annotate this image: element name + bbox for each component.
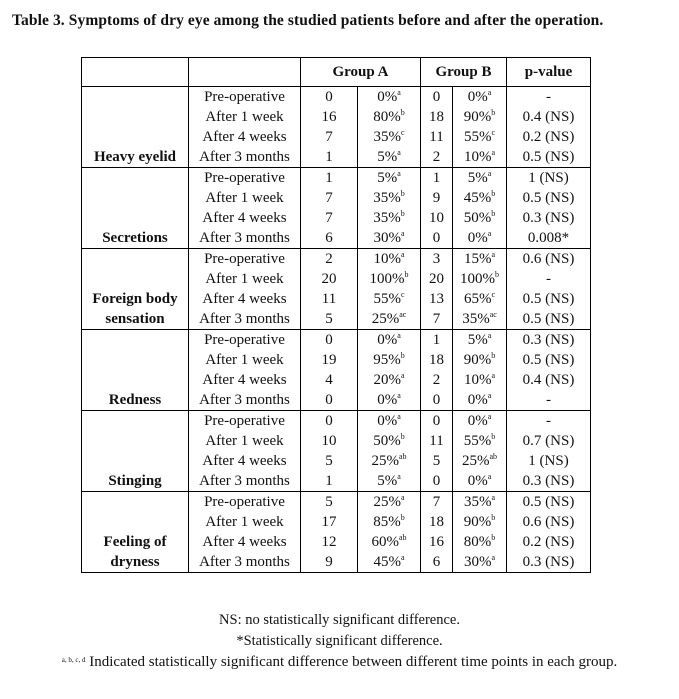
group-a-percent-value: 85% bbox=[373, 514, 401, 530]
group-a-count: 1 bbox=[301, 147, 358, 168]
group-a-percent bbox=[358, 127, 421, 147]
group-a-percent-value: 50% bbox=[373, 433, 401, 449]
group-b-percent-superscript: b bbox=[491, 351, 496, 360]
group-b-percent-superscript: b bbox=[491, 108, 496, 117]
group-a-percent-superscript: a bbox=[400, 250, 405, 259]
group-a-count: 4 bbox=[301, 370, 358, 390]
footnote-letters bbox=[0, 654, 679, 671]
group-a-percent bbox=[358, 411, 421, 432]
group-a-count: 0 bbox=[301, 411, 358, 432]
p-value: 0.5 (NS) bbox=[507, 492, 591, 513]
group-b-count: 6 bbox=[421, 552, 453, 573]
table-row bbox=[82, 168, 591, 189]
header-group-b: Group B bbox=[421, 58, 507, 87]
group-b-percent bbox=[453, 330, 507, 351]
group-a-percent-superscript: b bbox=[400, 189, 405, 198]
group-b-count: 1 bbox=[421, 330, 453, 351]
group-b-percent-superscript: a bbox=[491, 493, 496, 502]
group-b-percent bbox=[453, 512, 507, 532]
group-a-percent-value: 95% bbox=[373, 352, 401, 368]
group-a-percent-superscript: c bbox=[400, 290, 405, 299]
group-b-percent-value: 0% bbox=[467, 230, 488, 246]
group-a-percent-superscript: b bbox=[400, 513, 405, 522]
p-value: - bbox=[507, 87, 591, 108]
group-a-percent-superscript: a bbox=[397, 88, 401, 97]
group-a-percent-superscript: a bbox=[397, 472, 401, 481]
group-a-percent bbox=[358, 249, 421, 270]
time-point: Pre-operative bbox=[189, 411, 301, 432]
p-value: 0.3 (NS) bbox=[507, 552, 591, 573]
group-b-percent-value: 35% bbox=[462, 311, 490, 327]
group-a-percent bbox=[358, 168, 421, 189]
time-point: After 4 weeks bbox=[189, 532, 301, 552]
group-a-percent-value: 25% bbox=[373, 494, 401, 510]
table-row bbox=[82, 87, 591, 108]
group-b-count: 18 bbox=[421, 350, 453, 370]
group-a-percent bbox=[358, 512, 421, 532]
group-b-count: 18 bbox=[421, 512, 453, 532]
header-group-a: Group A bbox=[301, 58, 421, 87]
group-a-percent-value: 35% bbox=[373, 190, 401, 206]
group-b-percent-value: 35% bbox=[463, 494, 492, 510]
p-value: 0.5 (NS) bbox=[507, 309, 591, 330]
time-point: After 1 week bbox=[189, 512, 301, 532]
group-b-percent-value: 30% bbox=[463, 554, 492, 570]
group-b-percent bbox=[453, 127, 507, 147]
group-a-percent-superscript: a bbox=[397, 391, 401, 400]
table-row bbox=[82, 492, 591, 513]
footnote-letters-text: Indicated statistically significant difference between different time points in each group. bbox=[89, 654, 618, 670]
group-a-count: 0 bbox=[301, 87, 358, 108]
group-a-percent bbox=[358, 309, 421, 330]
group-a-percent bbox=[358, 107, 421, 127]
time-point: After 4 weeks bbox=[189, 370, 301, 390]
group-b-count: 18 bbox=[421, 107, 453, 127]
group-a-count: 9 bbox=[301, 552, 358, 573]
group-b-percent-superscript: b bbox=[491, 189, 496, 198]
time-point: Pre-operative bbox=[189, 249, 301, 270]
group-a-percent bbox=[358, 269, 421, 289]
symptom-label: Redness bbox=[82, 330, 189, 411]
group-a-count: 10 bbox=[301, 431, 358, 451]
group-b-percent-value: 0% bbox=[467, 89, 488, 105]
time-point: After 3 months bbox=[189, 147, 301, 168]
group-b-percent-value: 90% bbox=[463, 514, 492, 530]
p-value: - bbox=[507, 411, 591, 432]
p-value: 0.5 (NS) bbox=[507, 188, 591, 208]
group-b-percent-superscript: b bbox=[491, 533, 496, 542]
group-b-percent bbox=[453, 532, 507, 552]
group-a-percent bbox=[358, 188, 421, 208]
group-a-count: 12 bbox=[301, 532, 358, 552]
group-b-percent-value: 80% bbox=[463, 534, 492, 550]
group-b-percent bbox=[453, 370, 507, 390]
group-b-percent bbox=[453, 431, 507, 451]
group-b-count: 9 bbox=[421, 188, 453, 208]
group-a-percent bbox=[358, 390, 421, 411]
group-b-percent-superscript: a bbox=[487, 412, 492, 421]
group-b-percent-superscript: a bbox=[487, 88, 492, 97]
time-point: Pre-operative bbox=[189, 168, 301, 189]
group-a-count: 7 bbox=[301, 127, 358, 147]
group-a-percent-value: 35% bbox=[373, 210, 401, 226]
p-value: - bbox=[507, 269, 591, 289]
group-a-percent-value: 35% bbox=[373, 129, 401, 145]
group-b-percent-value: 45% bbox=[463, 190, 492, 206]
group-b-count: 0 bbox=[421, 471, 453, 492]
group-a-percent bbox=[358, 552, 421, 573]
symptom-label: Heavy eyelid bbox=[82, 87, 189, 168]
group-a-percent-superscript: b bbox=[404, 270, 409, 279]
group-a-percent bbox=[358, 451, 421, 471]
p-value: 0.4 (NS) bbox=[507, 370, 591, 390]
group-a-percent-superscript: c bbox=[400, 128, 405, 137]
table-row bbox=[82, 249, 591, 270]
group-a-percent-superscript: b bbox=[400, 108, 405, 117]
group-b-percent-value: 65% bbox=[463, 291, 492, 307]
group-a-percent bbox=[358, 147, 421, 168]
group-b-percent bbox=[453, 411, 507, 432]
group-b-percent-value: 55% bbox=[463, 433, 492, 449]
group-b-percent-value: 50% bbox=[463, 210, 492, 226]
group-a-percent-superscript: a bbox=[397, 148, 401, 157]
group-b-count: 0 bbox=[421, 228, 453, 249]
group-b-percent bbox=[453, 87, 507, 108]
group-b-percent-superscript: c bbox=[491, 128, 496, 137]
time-point: After 1 week bbox=[189, 107, 301, 127]
time-point: After 4 weeks bbox=[189, 127, 301, 147]
header-time bbox=[189, 58, 301, 87]
p-value: 0.4 (NS) bbox=[507, 107, 591, 127]
group-b-percent-superscript: a bbox=[487, 472, 492, 481]
group-b-percent bbox=[453, 269, 507, 289]
group-b-percent bbox=[453, 350, 507, 370]
group-b-percent-superscript: a bbox=[491, 553, 496, 562]
p-value: 0.6 (NS) bbox=[507, 249, 591, 270]
group-b-percent-value: 0% bbox=[467, 392, 488, 408]
group-b-percent bbox=[453, 309, 507, 330]
symptoms-table bbox=[81, 57, 591, 573]
group-a-count: 5 bbox=[301, 309, 358, 330]
group-b-count: 20 bbox=[421, 269, 453, 289]
group-b-percent-value: 5% bbox=[467, 170, 488, 186]
group-b-percent-superscript: ab bbox=[489, 452, 498, 461]
group-b-percent-superscript: a bbox=[491, 371, 496, 380]
group-a-percent-superscript: ac bbox=[399, 310, 407, 319]
group-a-percent bbox=[358, 87, 421, 108]
group-a-percent-value: 30% bbox=[373, 230, 401, 246]
group-a-percent-superscript: a bbox=[400, 229, 405, 238]
group-a-percent-value: 0% bbox=[377, 413, 398, 429]
group-a-percent bbox=[358, 289, 421, 309]
group-b-count: 7 bbox=[421, 492, 453, 513]
group-a-count: 1 bbox=[301, 471, 358, 492]
group-a-percent bbox=[358, 208, 421, 228]
group-b-percent-superscript: b bbox=[495, 270, 499, 279]
group-a-count: 20 bbox=[301, 269, 358, 289]
group-a-count: 16 bbox=[301, 107, 358, 127]
group-a-percent bbox=[358, 431, 421, 451]
p-value: 0.2 (NS) bbox=[507, 127, 591, 147]
group-a-percent-value: 100% bbox=[369, 271, 405, 287]
group-b-count: 7 bbox=[421, 309, 453, 330]
time-point: After 4 weeks bbox=[189, 289, 301, 309]
group-a-percent-superscript: b bbox=[400, 209, 405, 218]
group-b-percent-superscript: a bbox=[491, 250, 496, 259]
group-a-percent-value: 10% bbox=[373, 251, 401, 267]
time-point: After 4 weeks bbox=[189, 208, 301, 228]
group-a-percent-value: 5% bbox=[377, 473, 398, 489]
group-a-count: 5 bbox=[301, 492, 358, 513]
group-b-count: 3 bbox=[421, 249, 453, 270]
group-a-percent-superscript: a bbox=[400, 371, 405, 380]
group-a-percent-superscript: ab bbox=[398, 452, 407, 461]
group-b-percent-superscript: a bbox=[487, 169, 492, 178]
group-b-percent-superscript: b bbox=[491, 209, 496, 218]
p-value: 0.008* bbox=[507, 228, 591, 249]
time-point: After 1 week bbox=[189, 350, 301, 370]
group-a-count: 5 bbox=[301, 451, 358, 471]
p-value: 0.3 (NS) bbox=[507, 330, 591, 351]
group-a-percent-value: 0% bbox=[377, 89, 398, 105]
p-value: 0.3 (NS) bbox=[507, 471, 591, 492]
group-b-count: 5 bbox=[421, 451, 453, 471]
group-a-percent bbox=[358, 228, 421, 249]
group-b-percent-value: 15% bbox=[463, 251, 492, 267]
group-b-percent-value: 5% bbox=[467, 332, 488, 348]
group-a-count: 11 bbox=[301, 289, 358, 309]
group-b-count: 0 bbox=[421, 411, 453, 432]
group-a-percent-value: 20% bbox=[373, 372, 401, 388]
group-a-count: 17 bbox=[301, 512, 358, 532]
p-value: 0.6 (NS) bbox=[507, 512, 591, 532]
group-a-count: 7 bbox=[301, 188, 358, 208]
group-a-percent-superscript: a bbox=[397, 331, 401, 340]
header-row bbox=[82, 58, 591, 87]
time-point: Pre-operative bbox=[189, 87, 301, 108]
time-point: After 1 week bbox=[189, 269, 301, 289]
group-b-percent bbox=[453, 147, 507, 168]
symptom-label: Stinging bbox=[82, 411, 189, 492]
footnote-letters-sup: a, b, c, d bbox=[61, 656, 86, 664]
group-b-percent bbox=[453, 168, 507, 189]
group-a-percent-value: 60% bbox=[371, 534, 399, 550]
group-a-percent-superscript: b bbox=[400, 351, 405, 360]
group-b-percent bbox=[453, 249, 507, 270]
group-b-count: 16 bbox=[421, 532, 453, 552]
p-value: 0.5 (NS) bbox=[507, 147, 591, 168]
header-pvalue: p-value bbox=[507, 58, 591, 87]
group-b-percent-value: 100% bbox=[460, 271, 495, 287]
p-value: 1 (NS) bbox=[507, 168, 591, 189]
group-b-percent-superscript: a bbox=[487, 331, 492, 340]
group-b-percent-value: 55% bbox=[463, 129, 492, 145]
group-b-percent-value: 25% bbox=[461, 453, 490, 469]
p-value: - bbox=[507, 390, 591, 411]
group-b-count: 11 bbox=[421, 431, 453, 451]
group-a-percent-superscript: ab bbox=[398, 533, 407, 542]
group-b-percent bbox=[453, 289, 507, 309]
group-a-percent-value: 0% bbox=[377, 332, 398, 348]
group-a-percent-superscript: a bbox=[397, 412, 401, 421]
group-a-percent-superscript: a bbox=[400, 493, 405, 502]
time-point: After 3 months bbox=[189, 309, 301, 330]
group-b-percent-value: 10% bbox=[463, 149, 492, 165]
table-row bbox=[82, 411, 591, 432]
group-a-percent-superscript: b bbox=[400, 432, 405, 441]
group-b-percent bbox=[453, 390, 507, 411]
group-b-count: 1 bbox=[421, 168, 453, 189]
group-a-count: 6 bbox=[301, 228, 358, 249]
group-a-percent bbox=[358, 532, 421, 552]
group-b-percent bbox=[453, 471, 507, 492]
group-b-percent-superscript: ac bbox=[489, 310, 497, 319]
time-point: After 3 months bbox=[189, 471, 301, 492]
footnote-ns: NS: no statistically significant difference. bbox=[219, 612, 460, 628]
p-value: 0.5 (NS) bbox=[507, 350, 591, 370]
group-b-count: 10 bbox=[421, 208, 453, 228]
symptom-label: Secretions bbox=[82, 168, 189, 249]
group-a-percent-value: 80% bbox=[373, 109, 401, 125]
time-point: After 1 week bbox=[189, 431, 301, 451]
time-point: After 3 months bbox=[189, 390, 301, 411]
group-b-count: 2 bbox=[421, 370, 453, 390]
group-a-percent-superscript: a bbox=[397, 169, 401, 178]
group-b-percent-superscript: a bbox=[487, 391, 492, 400]
group-b-percent bbox=[453, 492, 507, 513]
group-b-percent-superscript: c bbox=[491, 290, 496, 299]
group-a-percent-value: 0% bbox=[377, 392, 398, 408]
group-b-count: 2 bbox=[421, 147, 453, 168]
header-symptom bbox=[82, 58, 189, 87]
group-b-percent bbox=[453, 107, 507, 127]
symptom-label: Foreign body sensation bbox=[82, 249, 189, 330]
group-a-count: 1 bbox=[301, 168, 358, 189]
group-a-percent bbox=[358, 370, 421, 390]
time-point: After 1 week bbox=[189, 188, 301, 208]
table-title: Table 3. Symptoms of dry eye among the studied patients before and after the operation. bbox=[12, 12, 604, 29]
p-value: 0.2 (NS) bbox=[507, 532, 591, 552]
group-b-percent-value: 90% bbox=[463, 109, 492, 125]
group-b-count: 13 bbox=[421, 289, 453, 309]
group-a-count: 0 bbox=[301, 390, 358, 411]
group-a-percent-value: 55% bbox=[373, 291, 401, 307]
time-point: Pre-operative bbox=[189, 330, 301, 351]
group-b-percent-value: 0% bbox=[467, 473, 488, 489]
group-b-percent-value: 0% bbox=[467, 413, 488, 429]
p-value: 0.3 (NS) bbox=[507, 208, 591, 228]
group-a-count: 19 bbox=[301, 350, 358, 370]
table-row bbox=[82, 330, 591, 351]
time-point: After 3 months bbox=[189, 228, 301, 249]
time-point: Pre-operative bbox=[189, 492, 301, 513]
group-a-percent-value: 25% bbox=[371, 453, 399, 469]
group-a-percent-superscript: a bbox=[400, 553, 405, 562]
symptom-label: Feeling of dryness bbox=[82, 492, 189, 573]
group-a-percent bbox=[358, 330, 421, 351]
group-b-percent bbox=[453, 188, 507, 208]
p-value: 1 (NS) bbox=[507, 451, 591, 471]
group-a-count: 7 bbox=[301, 208, 358, 228]
group-b-percent bbox=[453, 208, 507, 228]
time-point: After 4 weeks bbox=[189, 451, 301, 471]
footnote-significant: *Statistically significant difference. bbox=[236, 633, 443, 649]
group-b-percent-superscript: b bbox=[491, 513, 496, 522]
group-a-percent bbox=[358, 471, 421, 492]
group-b-count: 0 bbox=[421, 390, 453, 411]
group-a-percent bbox=[358, 492, 421, 513]
group-b-percent-superscript: b bbox=[491, 432, 496, 441]
group-a-percent-value: 5% bbox=[377, 149, 398, 165]
group-b-percent-value: 10% bbox=[463, 372, 492, 388]
p-value: 0.5 (NS) bbox=[507, 289, 591, 309]
group-b-percent bbox=[453, 552, 507, 573]
group-a-percent-value: 25% bbox=[371, 311, 400, 327]
group-b-percent-value: 90% bbox=[463, 352, 492, 368]
time-point: After 3 months bbox=[189, 552, 301, 573]
group-a-percent-value: 45% bbox=[373, 554, 401, 570]
group-b-percent-superscript: a bbox=[491, 148, 496, 157]
group-a-percent bbox=[358, 350, 421, 370]
group-b-percent bbox=[453, 451, 507, 471]
group-a-count: 0 bbox=[301, 330, 358, 351]
p-value: 0.7 (NS) bbox=[507, 431, 591, 451]
group-b-percent bbox=[453, 228, 507, 249]
group-a-count: 2 bbox=[301, 249, 358, 270]
group-b-count: 11 bbox=[421, 127, 453, 147]
group-a-percent-value: 5% bbox=[377, 170, 398, 186]
group-b-percent-superscript: a bbox=[487, 229, 492, 238]
group-b-count: 0 bbox=[421, 87, 453, 108]
